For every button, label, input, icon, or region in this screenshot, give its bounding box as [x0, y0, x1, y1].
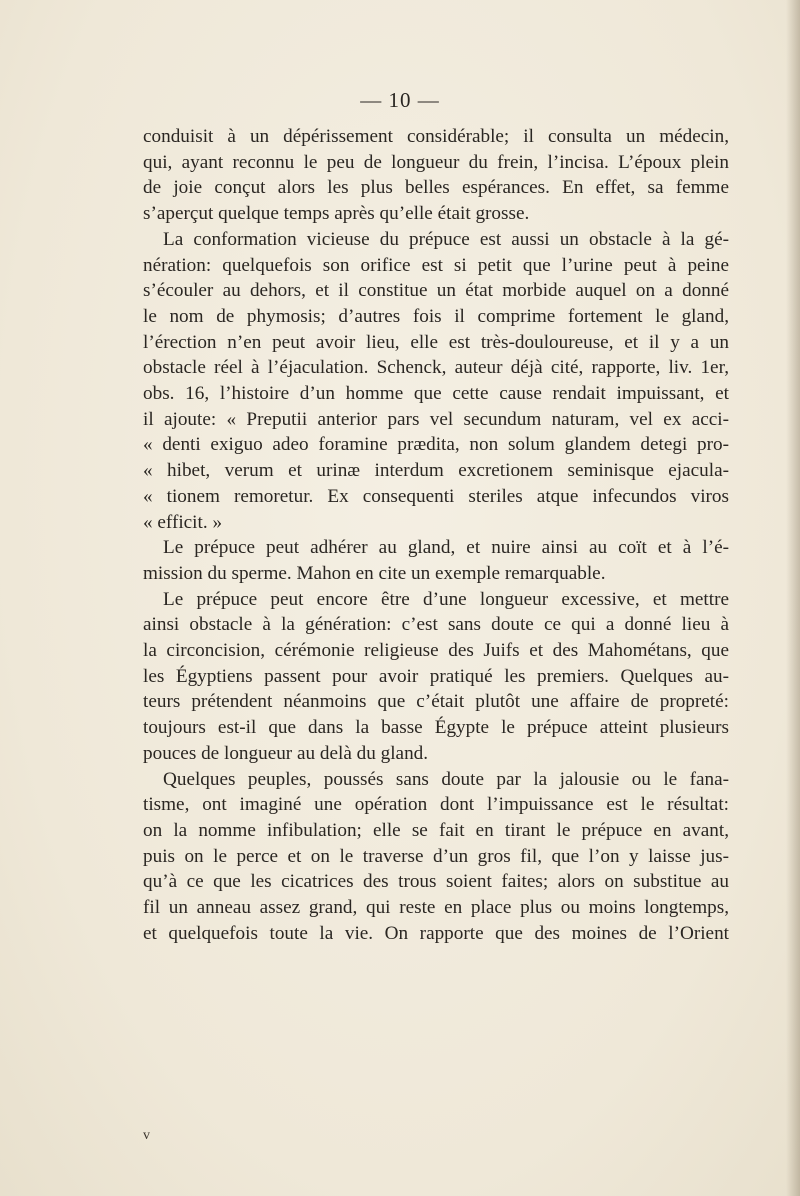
- text-line: le nom de phymosis; d’autres fois il comprime fortement le gland,: [143, 305, 729, 327]
- text-line: qu’à ce que les cicatrices des trous soient faites; alors on substitue au: [143, 871, 729, 893]
- body-text: [143, 124, 729, 947]
- text-line: conduisit à un dépérissement considérable; il consulta un médecin,: [143, 126, 729, 147]
- text-line: qui, ayant reconnu le peu de longueur du frein, l’incisa. L’époux plein: [143, 151, 729, 173]
- text-line: Quelques peuples, poussés sans doute par la jalousie ou le fana-: [163, 768, 729, 790]
- text-line: toujours est-il que dans la basse Égypte le prépuce atteint plusieurs: [143, 717, 729, 739]
- text-line: fil un anneau assez grand, qui reste en place plus ou moins longtemps,: [143, 897, 729, 919]
- text-line: l’érection n’en peut avoir lieu, elle est très-douloureuse, et il y a un: [143, 331, 729, 353]
- text-line: mission du sperme. Mahon en cite un exemple remarquable.: [143, 562, 606, 584]
- text-line: la circoncision, cérémonie religieuse des Juifs et des Mahométans, que: [143, 640, 729, 662]
- text-line: « tionem remoretur. Ex consequenti steriles atque infecundos viros: [143, 485, 729, 507]
- text-line: Le prépuce peut encore être d’une longueur excessive, et mettre: [163, 588, 729, 610]
- text-line: « efficit. »: [143, 511, 223, 533]
- text-line: obstacle réel à l’éjaculation. Schenck, auteur déjà cité, rapporte, liv. 1er,: [143, 357, 729, 379]
- text-line: Le prépuce peut adhérer au gland, et nuire ainsi au coït et à l’é-: [163, 537, 729, 559]
- text-line: tisme, ont imaginé une opération dont l’impuissance est le résultat:: [143, 794, 729, 816]
- text-line: de joie conçut alors les plus belles espérances. En effet, sa femme: [143, 177, 729, 199]
- page-edge-shadow: [786, 0, 800, 1196]
- text-line: teurs prétendent néanmoins que c’était plutôt une affaire de propreté:: [143, 691, 729, 713]
- text-line: La conformation vicieuse du prépuce est aussi un obstacle à la gé-: [163, 228, 729, 250]
- text-line: puis on le perce et on le traverse d’un gros fil, que l’on y laisse jus-: [143, 845, 729, 867]
- text-line: « hibet, verum et urinæ interdum excretionem seminisque ejacula-: [143, 460, 729, 482]
- text-line: et quelquefois toute la vie. On rapporte que des moines de l’Orient: [143, 922, 729, 944]
- text-line: les Égyptiens passent pour avoir pratiqué les premiers. Quelques au-: [143, 665, 729, 687]
- text-line: ainsi obstacle à la génération: c’est sans doute ce qui a donné lieu à: [143, 614, 729, 636]
- text-line: obs. 16, l’histoire d’un homme que cette cause rendait impuissant, et: [143, 383, 729, 405]
- text-line: « denti exiguo adeo foramine prædita, non solum glandem detegi pro-: [143, 434, 729, 456]
- footer-mark: v: [143, 1128, 150, 1143]
- page-number: — 10 —: [360, 88, 440, 112]
- text-line: nération: quelquefois son orifice est si petit que l’urine peut à peine: [143, 254, 729, 276]
- text-line: s’écouler au dehors, et il constitue un état morbide auquel on a donné: [143, 280, 729, 302]
- text-line: il ajoute: « Preputii anterior pars vel secundum naturam, vel ex acci-: [143, 408, 729, 430]
- text-line: s’aperçut quelque temps après qu’elle était grosse.: [143, 203, 530, 225]
- text-line: on la nomme infibulation; elle se fait en tirant le prépuce en avant,: [143, 819, 729, 841]
- text-line: pouces de longueur au delà du gland.: [143, 742, 429, 764]
